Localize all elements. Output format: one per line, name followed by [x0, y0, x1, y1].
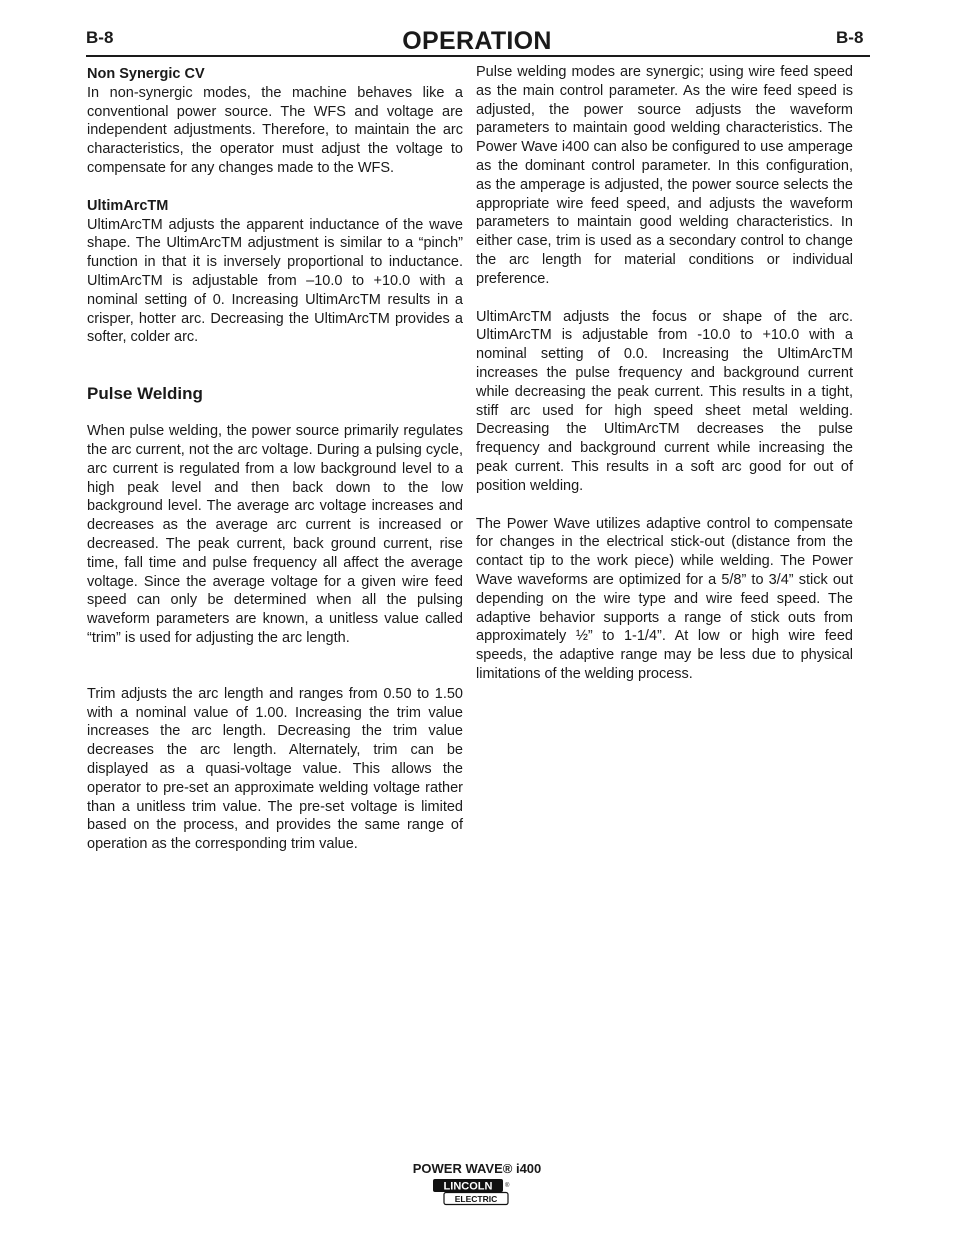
page-title: OPERATION	[402, 27, 552, 55]
pulse-welding-paragraph-2: Trim adjusts the arc length and ranges from 0.50 to 1.50 with a nominal value of 1.00. Increasing the trim value increases the arc length. Decreasing the trim value decreases the arc length. Alternately, trim can be displayed as a quasi-voltage value. This allows the operator to pre-set an approximate welding voltage rather than a unitless trim value. The pre-set voltage is limited based on the process, and provides the same range of operation as the corresponding trim value.	[87, 685, 463, 853]
left-column	[87, 65, 463, 854]
header-rule	[86, 55, 870, 57]
synergic-paragraph: Pulse welding modes are synergic; using wire feed speed as the main control parameter. As the wire feed speed is adjusted, the power source adjusts the waveform parameters to maintain good welding characteristics. The Power Wave i400 can also be configured to use amperage as the dominant control parameter. In this configuration, as the amperage is adjusted, the power source selects the appropriate wire feed speed, and adjusts the waveform parameters to maintain good welding characteristics. In either case, trim is used as a secondary control to change the arc length for material conditions or individual preference.	[476, 64, 853, 287]
logo-registered-mark: ®	[505, 1183, 510, 1189]
adaptive-control-paragraph: The Power Wave utilizes adaptive control to compensate for changes in the electrical stick-out (distance from the contact tip to the work piece) while welding. The Power Wave waveforms are optimized for a 5/8” to 3/4” stick out depending on the wire type and wire feed speed. The adaptive behavior supports a range of stick outs from approximately ½” to 1-1/4”. At low or high wire feed speeds, the adaptive range may be less due to physical limitations of the welding process.	[476, 515, 853, 682]
non-synergic-paragraph: In non-synergic modes, the machine behaves like a conventional power source. The WFS and voltage are independent adjustments. Therefore, to maintain the arc characteristics, the operator must adjust the voltage to compensate for any changes made to the WFS.	[87, 84, 463, 176]
non-synergic-heading: Non Synergic CV	[87, 66, 205, 82]
product-name: POWER WAVE® i400	[412, 1161, 542, 1176]
logo-top-text: LINCOLN	[443, 1180, 493, 1193]
ultimarc-pulse-paragraph: UltimArcTM adjusts the focus or shape of the arc. UltimArcTM is adjustable from -10.0 to +10.0 with a nominal setting of 0.0. Increasing the UltimArcTM increases the pulse frequency and background current while decreasing the peak current. This results in a tight, stiff arc used for high speed sheet metal welding. Decreasing the UltimArcTM decreases the pulse frequency and background current while increasing the peak current. This results in a soft arc good for out of position welding.	[476, 308, 853, 494]
logo-bottom-text: ELECTRIC	[454, 1194, 498, 1204]
pulse-welding-heading: Pulse Welding	[87, 384, 203, 404]
ultimarc-paragraph: UltimArcTM adjusts the apparent inductance of the wave shape. The UltimArcTM adjustment is similar to a “pinch” function in that it is inversely proportional to inductance. UltimArcTM is adjustable from –10.0 to +10.0 with a nominal setting of 0. Increasing UltimArcTM results in a crisper, hotter arc. Decreasing the UltimArcTM provides a softer, colder arc.	[87, 216, 463, 346]
lincoln-electric-logo	[432, 1178, 512, 1208]
right-column	[476, 63, 853, 684]
page-number-left: B-8	[86, 28, 114, 47]
page-number-right: B-8	[836, 28, 864, 47]
pulse-welding-paragraph-1: When pulse welding, the power source primarily regulates the arc current, not the arc voltage. During a pulsing cycle, arc current is regulated from a low background level to a high peak level and then back down to the low background level. The average arc voltage increases and decreases as the average arc current is increased or decreased. The peak current, back ground current, rise time, fall time and pulse frequency all affect the average voltage. Since the average voltage for a given wire feed speed can only be determined when all the pulsing waveform parameters are known, a unitless value called “trim” is used for adjusting the arc length.	[87, 423, 463, 646]
ultimarc-heading: UltimArcTM	[87, 197, 169, 214]
